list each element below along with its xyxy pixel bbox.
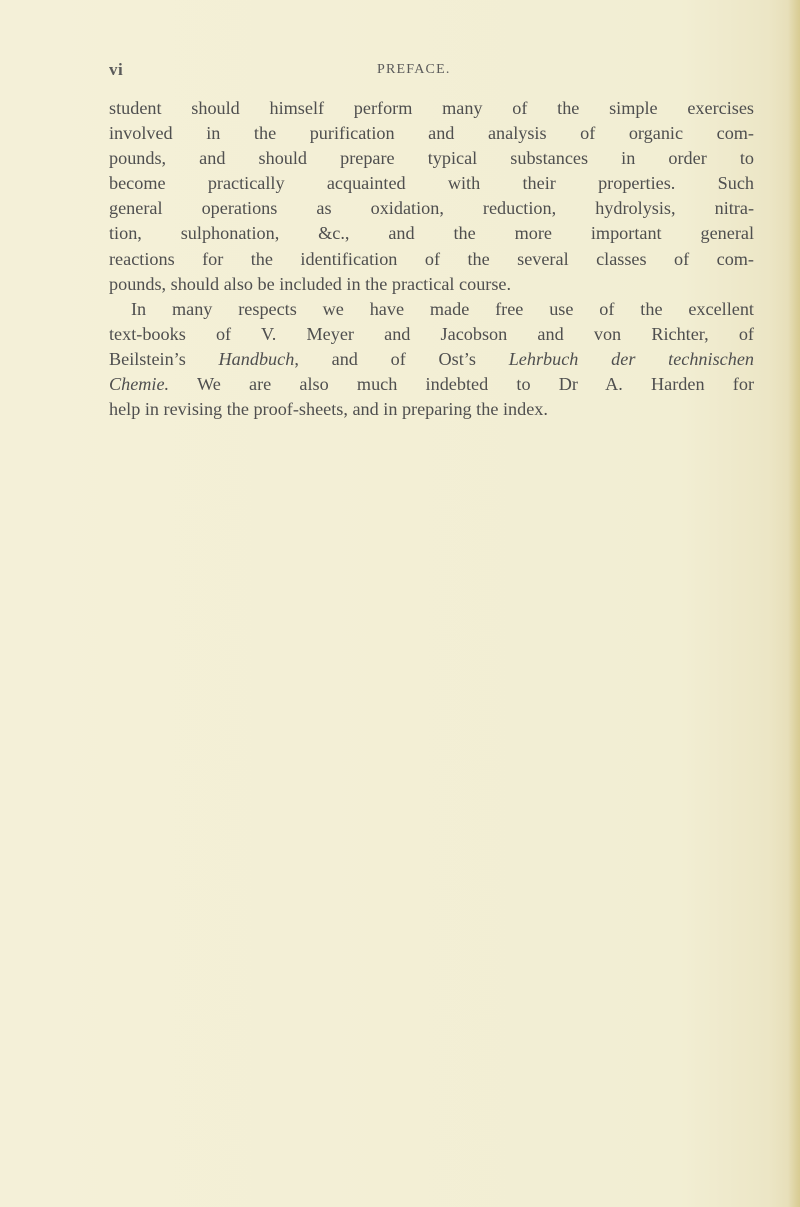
- text-line: pounds, should also be included in the practical course.: [109, 273, 512, 294]
- paragraph-line: text-books of V. Meyer and Jacobson and von Richter, of: [109, 323, 754, 344]
- text-line: become practically acquainted with their properties. Such: [109, 173, 754, 194]
- italic-title: Chemie.: [109, 374, 170, 395]
- text-line: tion, sulphonation, &c., and the more important general: [109, 223, 754, 244]
- page-header: [109, 60, 749, 82]
- text-line: general operations as oxidation, reduction, hydrolysis, nitra-: [109, 198, 754, 219]
- paragraph-line: Beilstein’s Handbuch, and of Ost’s Lehrbuch der technischen: [109, 348, 754, 369]
- page-number: vi: [109, 60, 124, 79]
- page-edge: [788, 0, 800, 1207]
- text-line: reactions for the identification of the several classes of com-: [109, 248, 754, 269]
- paragraph-line: In many respects we have made free use of the excellent: [131, 298, 754, 319]
- text-line: involved in the purification and analysis of organic com-: [109, 123, 754, 144]
- body-text: [109, 96, 754, 422]
- text-line: student should himself perform many of the simple exercises: [109, 98, 754, 118]
- paragraph-line: help in revising the proof-sheets, and in preparing the index.: [109, 399, 548, 420]
- italic-title: Handbuch: [218, 348, 295, 369]
- text-line: pounds, and should prepare typical substances in order to: [109, 148, 754, 169]
- running-head: PREFACE.: [377, 62, 451, 77]
- paragraph-line: Chemie. We are also much indebted to Dr A. Harden for: [109, 374, 754, 395]
- italic-title: Lehrbuch der technischen: [508, 348, 754, 369]
